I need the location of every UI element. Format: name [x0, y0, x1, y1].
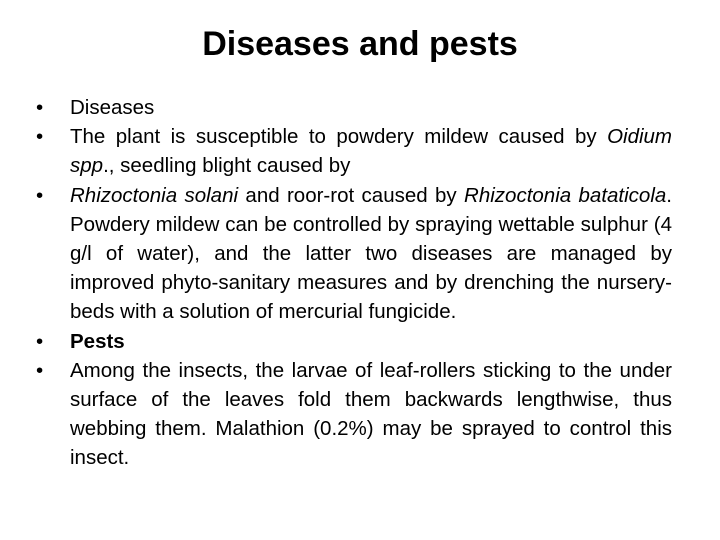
species-name: Rhizoctonia bataticola — [464, 183, 667, 207]
bullet-text: Among the insects, the larvae of leaf-rollers sticking to the under surface of the leaves fold them backwards lengthwise, thus webbing them. Malathion (0.2%) may be sprayed to control this insect. — [70, 358, 672, 470]
section-heading-pests: Pests — [70, 329, 125, 353]
bullet-text: . Powdery mildew can be controlled by spraying wettable sulphur (4 g/l of water), and the latter two diseases are managed by improved phyto-sanitary measures and by drenching the nursery-beds with a solution of mercurial fungicide. — [70, 183, 672, 324]
bullet-list — [36, 93, 672, 473]
bullet-icon: • — [36, 183, 44, 207]
bullet-item — [36, 93, 672, 122]
bullet-icon: • — [36, 125, 44, 149]
bullet-item — [36, 122, 672, 180]
slide-title: Diseases and pests — [202, 25, 518, 63]
bullet-icon: • — [36, 329, 44, 353]
bullet-text: Diseases — [70, 96, 155, 119]
bullet-text: and roor-rot caused by — [238, 183, 465, 207]
species-name: Rhizoctonia solani — [70, 183, 239, 207]
bullet-item — [36, 181, 672, 327]
bullet-text: ., seedling blight caused by — [103, 154, 351, 178]
species-name: Oidium spp — [70, 125, 672, 178]
bullet-icon: • — [36, 358, 44, 382]
bullet-text: The plant is susceptible to powdery mildew caused by — [70, 125, 608, 149]
bullet-item — [36, 356, 672, 473]
bullet-icon: • — [36, 96, 44, 119]
bullet-item — [36, 327, 672, 356]
